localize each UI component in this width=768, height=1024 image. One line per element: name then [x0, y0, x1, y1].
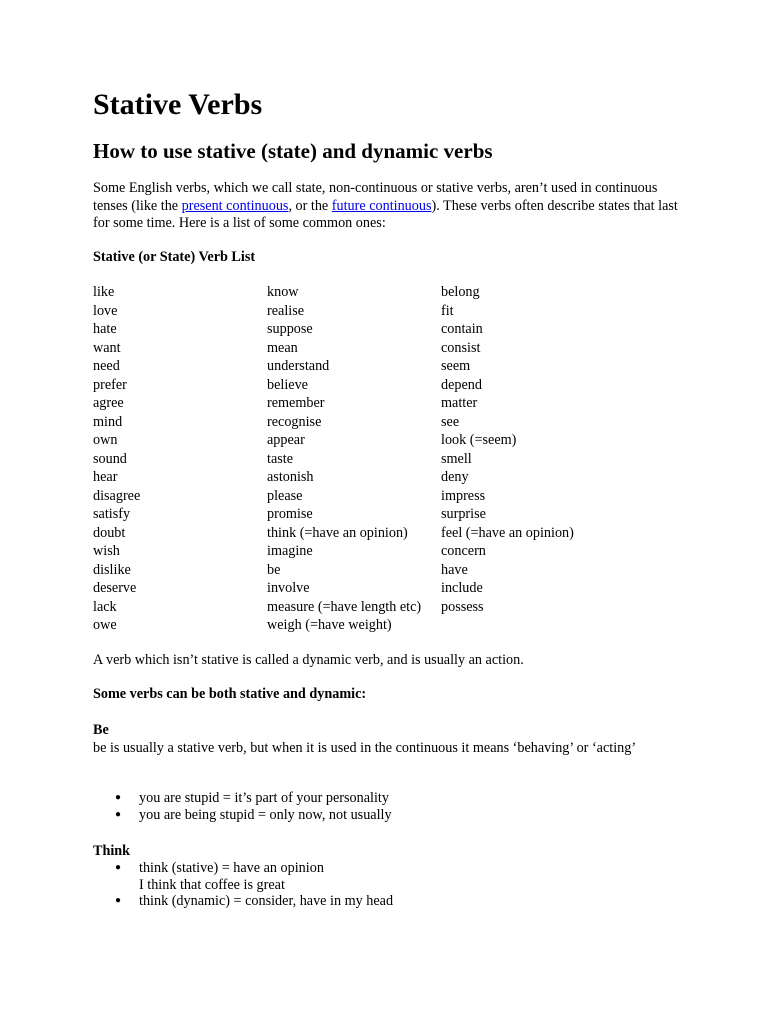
table-cell: owe [93, 617, 117, 633]
table-row [93, 579, 633, 598]
bullet-icon: ● [115, 792, 122, 803]
table-cell: possess [441, 598, 484, 615]
list-item [93, 860, 393, 893]
table-row [93, 561, 633, 580]
future-continuous-link[interactable]: future continuous [331, 197, 432, 214]
table-cell: know [267, 284, 299, 300]
intro-text-3: ). These verbs often describe states that last for some time. Here is a list of some common ones: [93, 197, 678, 231]
table-row [93, 505, 633, 524]
page-title: Stative Verbs [93, 88, 263, 121]
example-sentence: I think that coffee is great [139, 876, 285, 893]
table-cell: feel (=have an opinion) [441, 524, 574, 541]
intro-text-1: Some English verbs, which we call state, non-continuous or stative verbs, aren’t used in continuous tenses (like the [93, 180, 658, 214]
table-row [93, 357, 633, 376]
dynamic-verb-note: A verb which isn’t stative is called a dynamic verb, and is usually an action. [93, 652, 524, 668]
table-cell: surprise [441, 506, 486, 522]
table-cell: hear [93, 469, 118, 485]
table-row [93, 616, 633, 635]
table-row [93, 320, 633, 339]
table-row [93, 524, 633, 543]
table-cell: deserve [93, 580, 137, 596]
table-cell: consist [441, 339, 481, 356]
be-description: be is usually a stative verb, but when it is used in the continuous it means ‘behaving’ or ‘acting’ [93, 740, 637, 756]
table-row [93, 487, 633, 506]
table-cell: deny [441, 469, 469, 485]
table-cell: imagine [267, 543, 313, 559]
table-cell: measure (=have length etc) [267, 598, 422, 615]
table-cell: agree [93, 395, 124, 411]
table-cell: dislike [93, 561, 131, 578]
table-cell: appear [267, 432, 305, 448]
table-cell: have [441, 561, 468, 578]
think-heading: Think [93, 843, 131, 859]
table-cell: understand [267, 358, 330, 374]
table-cell: depend [441, 376, 482, 393]
table-row [93, 302, 633, 321]
table-cell: please [267, 487, 303, 504]
intro-paragraph [93, 180, 678, 233]
table-cell: hate [93, 321, 117, 337]
table-row [93, 598, 633, 617]
table-cell: love [93, 302, 118, 319]
table-cell: own [93, 432, 118, 448]
table-cell: look (=seem) [441, 432, 517, 448]
table-cell: wish [93, 543, 120, 559]
list-item [93, 893, 393, 910]
table-cell: doubt [93, 524, 126, 541]
table-cell: mind [93, 413, 123, 430]
table-cell: recognise [267, 413, 322, 430]
table-cell: belong [441, 284, 480, 300]
table-cell: contain [441, 321, 483, 337]
table-cell: want [93, 339, 121, 356]
table-cell: see [441, 413, 460, 430]
table-cell: prefer [93, 376, 127, 393]
table-row [93, 542, 633, 561]
page-subtitle: How to use stative (state) and dynamic verbs [93, 139, 493, 163]
table-cell: smell [441, 450, 472, 467]
intro-text-2: , or the [288, 197, 332, 214]
table-row [93, 450, 633, 469]
table-cell: sound [93, 450, 127, 467]
table-cell: realise [267, 302, 305, 319]
table-cell: impress [441, 487, 486, 504]
table-row [93, 413, 633, 432]
table-cell: promise [267, 506, 313, 522]
table-cell: include [441, 580, 483, 596]
verb-list-heading: Stative (or State) Verb List [93, 249, 256, 265]
table-cell: disagree [93, 487, 141, 504]
table-cell: astonish [267, 469, 314, 485]
table-cell: need [93, 358, 120, 374]
table-cell: matter [441, 395, 478, 411]
table-cell: satisfy [93, 506, 131, 522]
be-bullet-list [93, 790, 392, 823]
list-item-text: think (dynamic) = consider, have in my head [139, 893, 394, 909]
list-item-text: you are stupid = it’s part of your personality [139, 790, 389, 806]
table-cell: taste [267, 450, 293, 467]
think-bullet-list [93, 860, 393, 910]
table-row [93, 376, 633, 395]
list-item-text: think (stative) = have an opinion [139, 860, 324, 876]
table-row [93, 283, 633, 302]
table-row [93, 394, 633, 413]
table-row [93, 339, 633, 358]
table-cell: weigh (=have weight) [267, 617, 392, 633]
bullet-icon: ● [115, 895, 122, 906]
table-cell [441, 616, 633, 635]
table-cell: concern [441, 543, 486, 559]
table-cell: lack [93, 598, 117, 615]
bullet-icon: ● [115, 862, 122, 873]
list-item-text: you are being stupid = only now, not usually [139, 806, 392, 823]
table-cell: believe [267, 376, 308, 393]
table-cell: think (=have an opinion) [267, 524, 408, 541]
table-row [93, 468, 633, 487]
table-row [93, 431, 633, 450]
list-item [93, 807, 392, 824]
stative-verb-table [93, 283, 633, 635]
be-heading: Be [93, 722, 109, 738]
table-cell: involve [267, 580, 310, 596]
list-item [93, 790, 392, 807]
table-cell: fit [441, 302, 454, 319]
table-cell: like [93, 284, 115, 300]
table-cell: suppose [267, 321, 313, 337]
present-continuous-link[interactable]: present continuous [181, 197, 289, 214]
table-cell: seem [441, 358, 471, 374]
table-cell: mean [267, 339, 298, 356]
table-cell: be [267, 561, 281, 578]
both-stative-dynamic-heading: Some verbs can be both stative and dynamic: [93, 686, 367, 702]
table-cell: remember [267, 395, 325, 411]
bullet-icon: ● [115, 808, 122, 820]
